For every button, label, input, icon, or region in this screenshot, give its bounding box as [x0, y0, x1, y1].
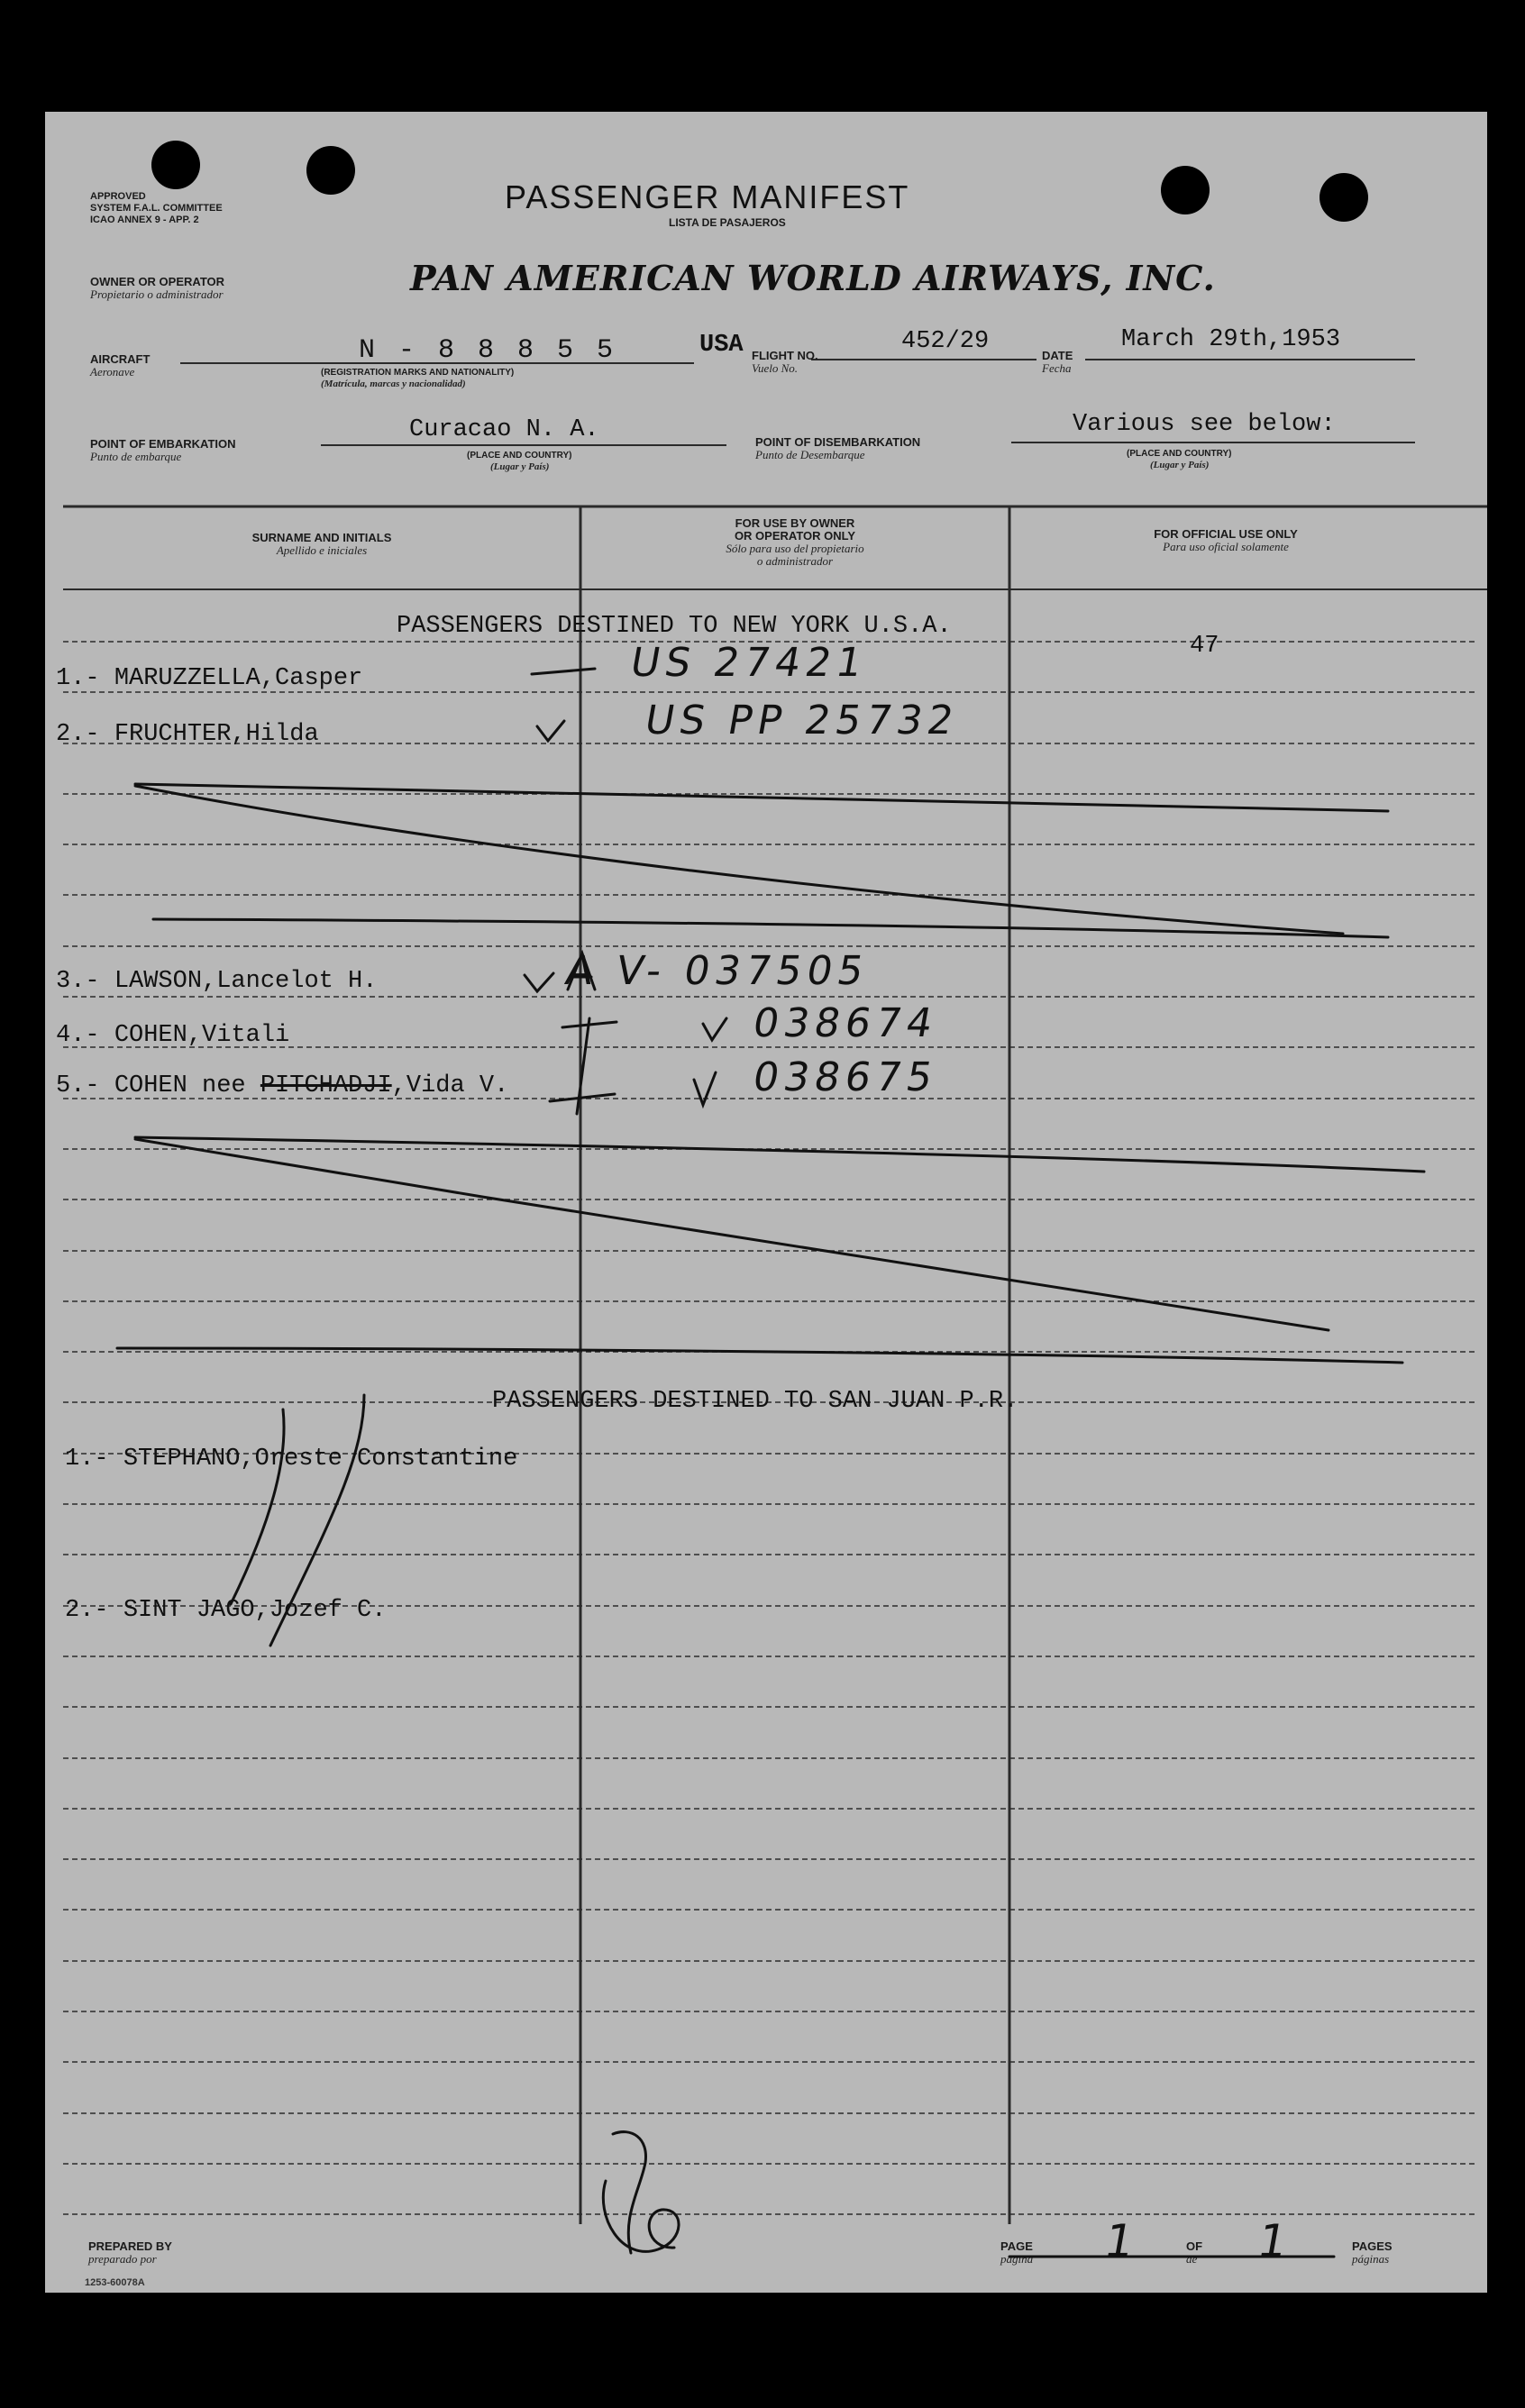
passenger-name: STEPHANO,Oreste Constantine	[123, 1446, 518, 1473]
of-label: OF	[1186, 2239, 1203, 2253]
column-header-label: SURNAME AND INITIALS	[251, 531, 392, 544]
cross-out-stroke	[135, 1139, 1329, 1330]
section-heading-san-juan: PASSENGERS DESTINED TO SAN JUAN P.R.	[492, 1388, 1018, 1415]
registration-caption: (REGISTRATION MARKS AND NATIONALITY)	[321, 368, 515, 378]
passenger-number: 2.-	[65, 1597, 109, 1624]
aircraft-label-es: Aeronave	[90, 365, 135, 379]
bracket-mark	[231, 1395, 364, 1646]
aircraft-registration: N - 8 8 8 5 5	[359, 335, 617, 366]
place-caption: (PLACE AND COUNTRY)	[1127, 449, 1232, 459]
prepared-by-label-es: preparado por	[88, 2252, 157, 2266]
section-heading-new-york: PASSENGERS DESTINED TO NEW YORK U.S.A.	[397, 613, 952, 640]
embarkation-point: Curacao N. A.	[409, 416, 599, 443]
aircraft-nationality: USA	[699, 332, 744, 359]
passenger-name-prefix: COHEN nee	[114, 1072, 260, 1099]
passenger-number: 4.-	[56, 1022, 100, 1049]
official-count: 47	[1190, 633, 1219, 660]
column-header-label: FOR USE BY OWNER	[735, 516, 855, 530]
check-mark	[532, 669, 595, 674]
flight-label: FLIGHT NO.	[752, 349, 818, 362]
flight-label-es: Vuelo No.	[752, 361, 799, 375]
page-number-handwritten: 1	[1100, 2215, 1144, 2267]
disembarkation-label-es: Punto de Desembarque	[755, 448, 865, 461]
operator-name: PAN AMERICAN WORLD AIRWAYS, INC.	[410, 258, 1216, 298]
column-header-label-es: Apellido e iniciales	[276, 543, 368, 557]
aircraft-label: AIRCRAFT	[90, 352, 151, 366]
prepared-by-label: PREPARED BY	[88, 2239, 172, 2253]
column-header-label: OR OPERATOR ONLY	[734, 529, 856, 543]
disembarkation-label: POINT OF DISEMBARKATION	[755, 435, 921, 449]
page-count-handwritten: 1	[1253, 2215, 1297, 2267]
document-number-handwritten: US 27421	[626, 640, 872, 686]
column-header-label-es: o administrador	[756, 554, 834, 568]
document-number-handwritten: US PP 25732	[641, 698, 963, 743]
document-number-handwritten: 038674	[749, 1000, 942, 1046]
approval-line: SYSTEM F.A.L. COMMITTEE	[90, 203, 223, 214]
passenger-number: 3.-	[56, 968, 100, 995]
registration-caption-es: (Matrícula, marcas y nacionalidad)	[321, 379, 466, 389]
place-caption-es: (Lugar y País)	[1150, 460, 1210, 470]
passenger-name: FRUCHTER,Hilda	[114, 721, 319, 748]
flight-date: March 29th,1953	[1121, 326, 1341, 353]
check-mark	[703, 1018, 726, 1040]
disembarkation-point: Various see below:	[1073, 411, 1336, 438]
column-header-label-es: Para uso oficial solamente	[1163, 540, 1289, 553]
passenger-name: MARUZZELLA,Casper	[114, 665, 363, 692]
initials-mark	[603, 2132, 679, 2253]
pages-label-es: páginas	[1352, 2252, 1390, 2266]
cross-out-stroke	[135, 786, 1343, 934]
column-header-label-es: Sólo para uso del propietario	[726, 542, 864, 555]
page-label-es: página	[1000, 2252, 1034, 2266]
letter-mark	[568, 953, 595, 990]
cross-out-stroke	[135, 1137, 1424, 1172]
document-number-handwritten: A V- 037505	[562, 948, 872, 994]
pages-label: PAGES	[1352, 2239, 1393, 2253]
passenger-number: 1.-	[56, 665, 100, 692]
date-label-es: Fecha	[1042, 361, 1072, 375]
embarkation-label-es: Punto de embarque	[90, 450, 182, 463]
embarkation-label: POINT OF EMBARKATION	[90, 437, 236, 451]
passenger-number: 2.-	[56, 721, 100, 748]
approval-line: ICAO ANNEX 9 - APP. 2	[90, 214, 199, 225]
passenger-number: 1.-	[65, 1446, 109, 1473]
page-subtitle: LISTA DE PASAJEROS	[669, 216, 786, 229]
approval-line: APPROVED	[90, 191, 146, 202]
passenger-name-suffix: ,Vida V.	[391, 1072, 509, 1099]
passenger-name-struck: PITCHADJI	[260, 1072, 392, 1099]
page-label: PAGE	[1000, 2239, 1033, 2253]
bracket-mark	[550, 1018, 616, 1114]
passenger-number: 5.-	[56, 1072, 100, 1099]
date-label: DATE	[1042, 349, 1073, 362]
place-caption: (PLACE AND COUNTRY)	[467, 451, 572, 461]
check-mark	[694, 1072, 716, 1105]
owner-label-es: Propietario o administrador	[90, 287, 224, 301]
place-caption-es: (Lugar y País)	[490, 461, 550, 472]
form-code: 1253-60078A	[85, 2277, 145, 2288]
cross-out-stroke	[117, 1348, 1402, 1363]
passenger-name: SINT JAGO,Jozef C.	[123, 1597, 387, 1624]
flight-number: 452/29	[901, 328, 990, 355]
document-number-handwritten: 038675	[749, 1054, 942, 1100]
column-header-label: FOR OFFICIAL USE ONLY	[1154, 527, 1298, 541]
cross-out-stroke	[135, 784, 1388, 811]
page-title: PASSENGER MANIFEST	[505, 178, 910, 215]
passenger-name: COHEN,Vitali	[114, 1022, 290, 1049]
owner-label: OWNER OR OPERATOR	[90, 275, 225, 288]
check-mark	[525, 973, 553, 991]
check-mark	[537, 721, 564, 741]
of-label-es: de	[1186, 2252, 1198, 2266]
passenger-name: LAWSON,Lancelot H.	[114, 968, 378, 995]
